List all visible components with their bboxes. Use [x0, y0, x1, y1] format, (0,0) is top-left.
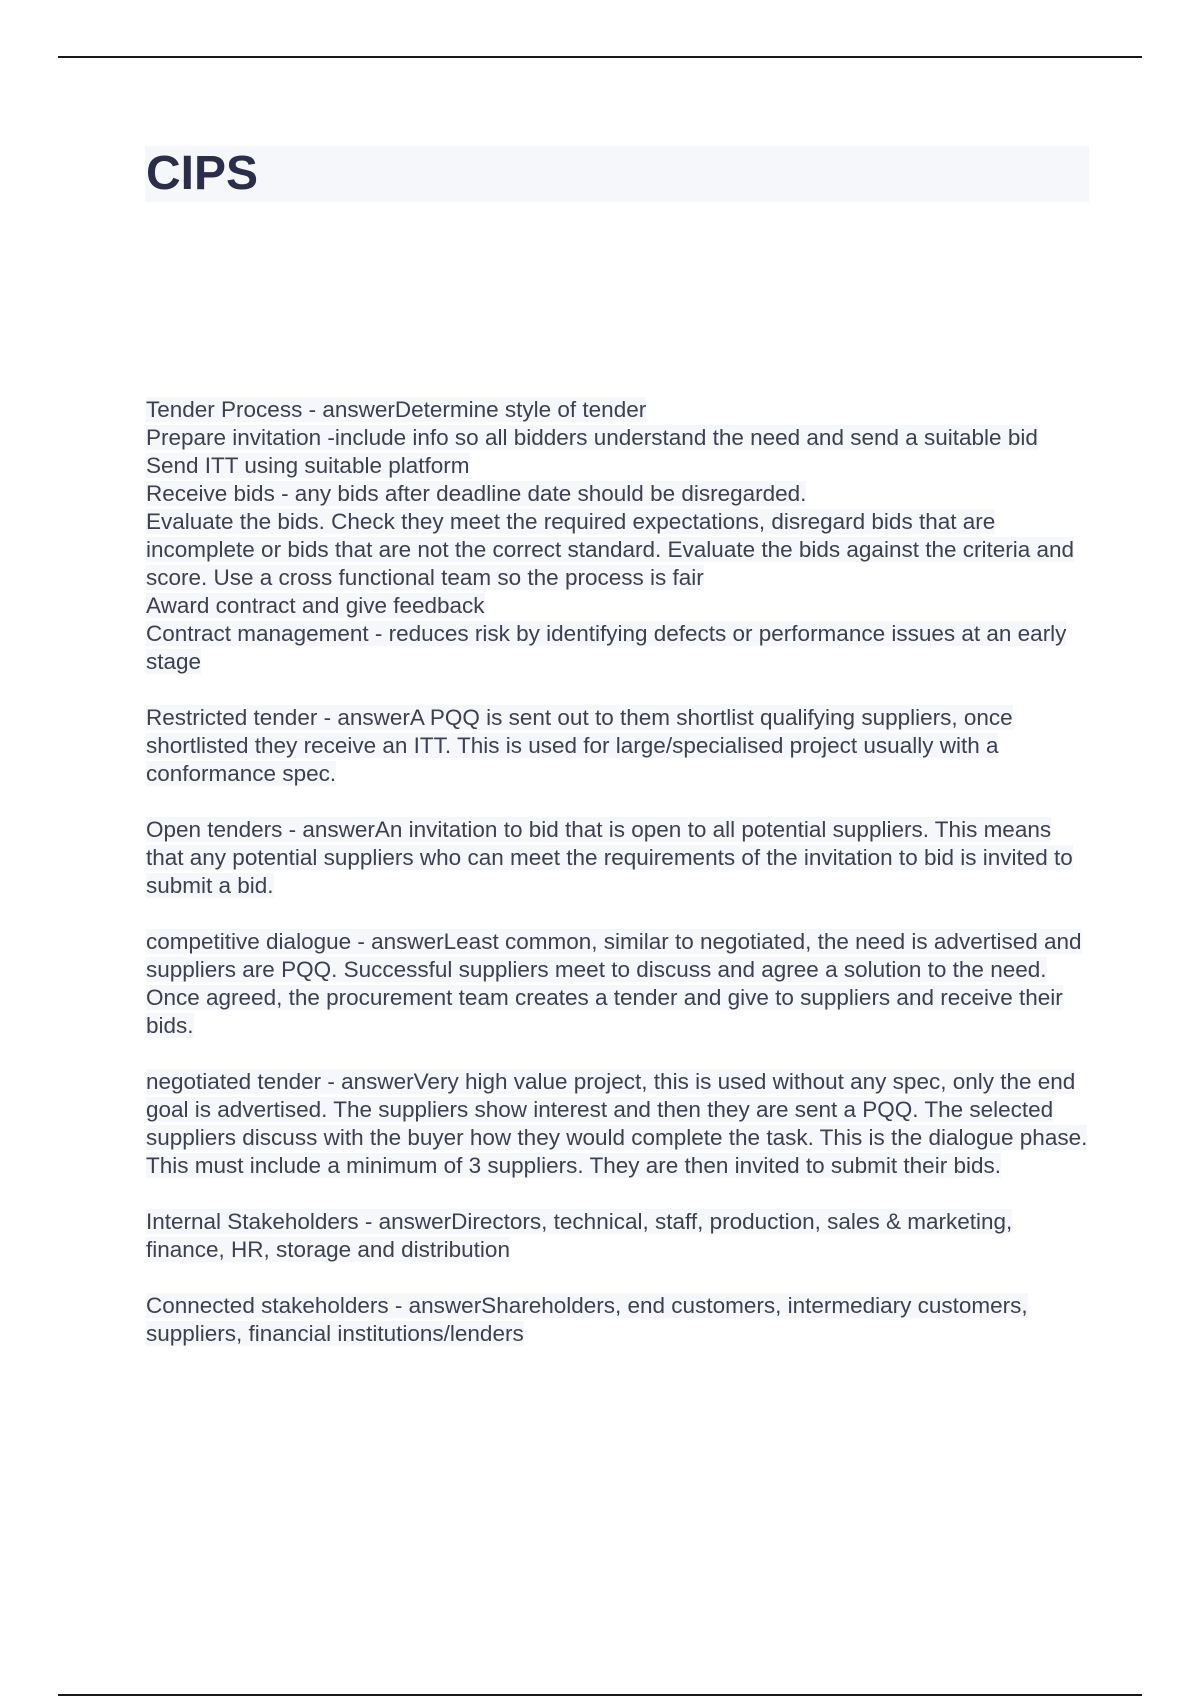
- entry-competitive-dialogue: [146, 928, 1090, 1040]
- entry-line: Tender Process - answerDetermine style of tender: [146, 397, 647, 422]
- entry-line: Evaluate the bids. Check they meet the required expectations, disregard bids that are incomplete or bids that are not the correct standard. Evaluate the bids against the criteria and score. Use a cross functional team so the process is fair: [146, 509, 1075, 590]
- entry-line: Open tenders - answerAn invitation to bid that is open to all potential suppliers. This means that any potential suppliers who can meet the requirements of the invitation to bid is invited to submit a bid.: [146, 817, 1073, 898]
- entry-line: Prepare invitation -include info so all bidders understand the need and send a suitable bid: [146, 425, 1038, 450]
- entry-open-tenders: [146, 816, 1090, 900]
- entry-line: Receive bids - any bids after deadline date should be disregarded.: [146, 481, 807, 506]
- top-rule: [58, 56, 1142, 58]
- document-title: CIPS: [146, 147, 259, 200]
- entry-line: Send ITT using suitable platform: [146, 453, 470, 478]
- entry-negotiated-tender: [146, 1068, 1090, 1180]
- entry-tender-process: [146, 396, 1090, 676]
- entry-connected-stakeholders: [146, 1292, 1090, 1348]
- bottom-rule: [58, 1694, 1142, 1696]
- entry-line: competitive dialogue - answerLeast common, similar to negotiated, the need is advertised and suppliers are PQQ. Successful suppliers meet to discuss and agree a solution to the need. Once agreed, the procurement team creates a tender and give to suppliers and receive their bids.: [146, 929, 1082, 1038]
- entry-line: Award contract and give feedback: [146, 593, 485, 618]
- entry-line: Internal Stakeholders - answerDirectors, technical, staff, production, sales & marketing, finance, HR, storage and distribution: [146, 1209, 1013, 1262]
- title-band: [145, 146, 1089, 202]
- entry-restricted-tender: [146, 704, 1090, 788]
- flashcard-content: [146, 396, 1090, 1376]
- entry-line: Connected stakeholders - answerShareholders, end customers, intermediary customers, suppliers, financial institutions/lenders: [146, 1293, 1028, 1346]
- entry-line: Contract management - reduces risk by identifying defects or performance issues at an early stage: [146, 621, 1067, 674]
- entry-line: negotiated tender - answerVery high value project, this is used without any spec, only the end goal is advertised. The suppliers show interest and then they are sent a PQQ. The selected suppliers discuss with the buyer how they would complete the task. This is the dialogue phase. This must include a minimum of 3 suppliers. They are then invited to submit their bids.: [146, 1069, 1088, 1178]
- entry-internal-stakeholders: [146, 1208, 1090, 1264]
- entry-line: Restricted tender - answerA PQQ is sent out to them shortlist qualifying suppliers, once shortlisted they receive an ITT. This is used for large/specialised project usually with a conformance spec.: [146, 705, 1013, 786]
